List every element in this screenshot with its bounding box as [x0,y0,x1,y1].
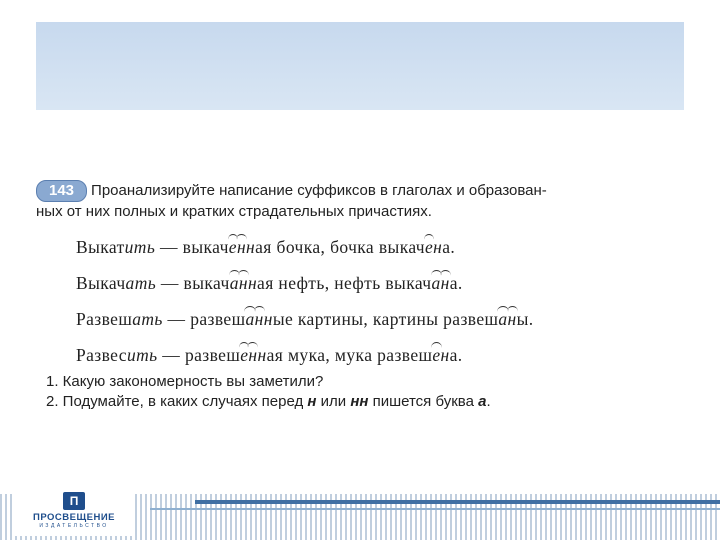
exercise-text-2: ных от них полных и кратких страдательных причастиях. [36,203,432,220]
question-2: 2. Подумайте, в каких случаях перед н или нн пишется буква а. [46,393,491,410]
publisher-logo [14,490,134,536]
logo-name: ПРОСВЕЩЕНИЕ [32,512,116,523]
logo-mark-icon: П [63,492,85,510]
questions-block [46,372,491,412]
example-row: Развесить — развешенная мука, мука развешена. [76,340,534,376]
footer-line-thin [150,508,720,510]
examples-block [76,232,534,376]
example-row: Выкатить — выкаченная бочка, бочка выкачена. [76,232,534,268]
example-row: Выкачать — выкачанная нефть, нефть выкачана. [76,268,534,304]
logo-subtitle: ИЗДАТЕЛЬСТВО [39,523,109,529]
footer-line [195,500,720,504]
exercise-line-1 [36,180,686,202]
exercise-number-badge: 143 [36,180,87,202]
exercise-task [36,180,686,222]
header-band [36,22,684,110]
exercise-text-1: Проанализируйте написание суффиксов в глаголах и образован- [91,182,547,199]
example-row: Развешать — развешанные картины, картины развешаны. [76,304,534,340]
question-1: 1. Какую закономерность вы заметили? [46,373,324,390]
